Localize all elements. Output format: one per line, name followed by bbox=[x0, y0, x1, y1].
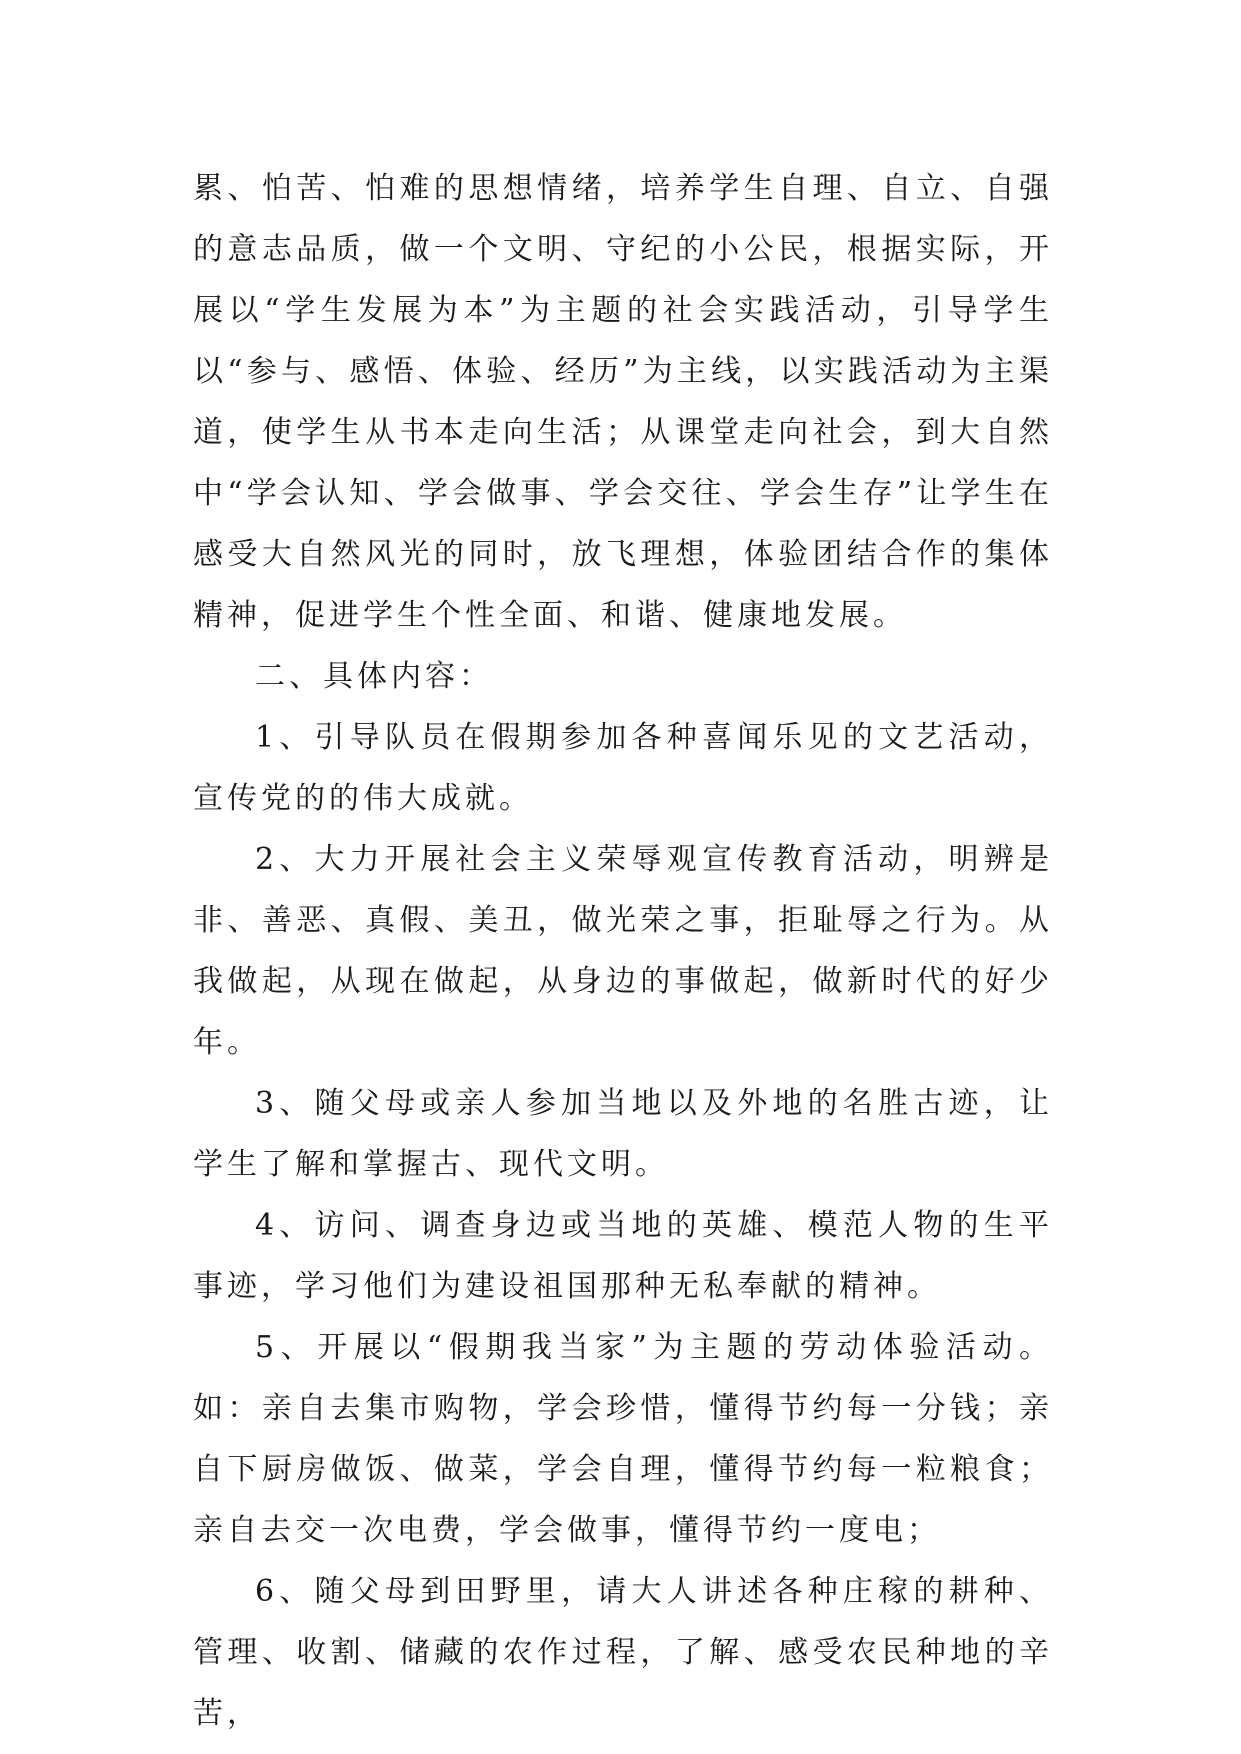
list-item-4: 4、访问、调查身边或当地的英雄、模范人物的生平事迹，学习他们为建设祖国那种无私奉献的精神。 bbox=[193, 1208, 1053, 1304]
list-item-3: 3、随父母或亲人参加当地以及外地的名胜古迹，让学生了解和掌握古、现代文明。 bbox=[193, 1086, 1053, 1182]
list-item-2: 2、大力开展社会主义荣辱观宣传教育活动，明辨是非、善恶、真假、美丑，做光荣之事，拒耻辱之行为。从我做起，从现在做起，从身边的事做起，做新时代的好少年。 bbox=[193, 842, 1053, 1060]
document-body bbox=[193, 158, 1053, 1744]
section-heading-specific-content: 二、具体内容： bbox=[255, 659, 493, 694]
list-item-1: 1、引导队员在假期参加各种喜闻乐见的文艺活动，宣传党的的伟大成就。 bbox=[193, 720, 1053, 816]
list-item-6: 6、随父母到田野里，请大人讲述各种庄稼的耕种、管理、收割、储藏的农作过程，了解、感受农民种地的辛苦， bbox=[193, 1574, 1053, 1731]
list-item-5: 5、开展以“假期我当家”为主题的劳动体验活动。如：亲自去集市购物，学会珍惜，懂得节约每一分钱；亲自下厨房做饭、做菜，学会自理，懂得节约每一粒粮食；亲自去交一次电费，学会做事，懂得节约一度电； bbox=[193, 1330, 1053, 1548]
paragraph-continued-text: 累、怕苦、怕难的思想情绪，培养学生自理、自立、自强的意志品质，做一个文明、守纪的小公民，根据实际，开展以“学生发展为本”为主题的社会实践活动，引导学生以“参与、感悟、体验、经历”为主线，以实践活动为主渠道，使学生从书本走向生活；从课堂走向社会，到大自然中“学会认知、学会做事、学会交往、学会生存”让学生在感受大自然风光的同时，放飞理想，体验团结合作的集体精神，促进学生个性全面、和谐、健康地发展。 bbox=[193, 171, 1053, 633]
